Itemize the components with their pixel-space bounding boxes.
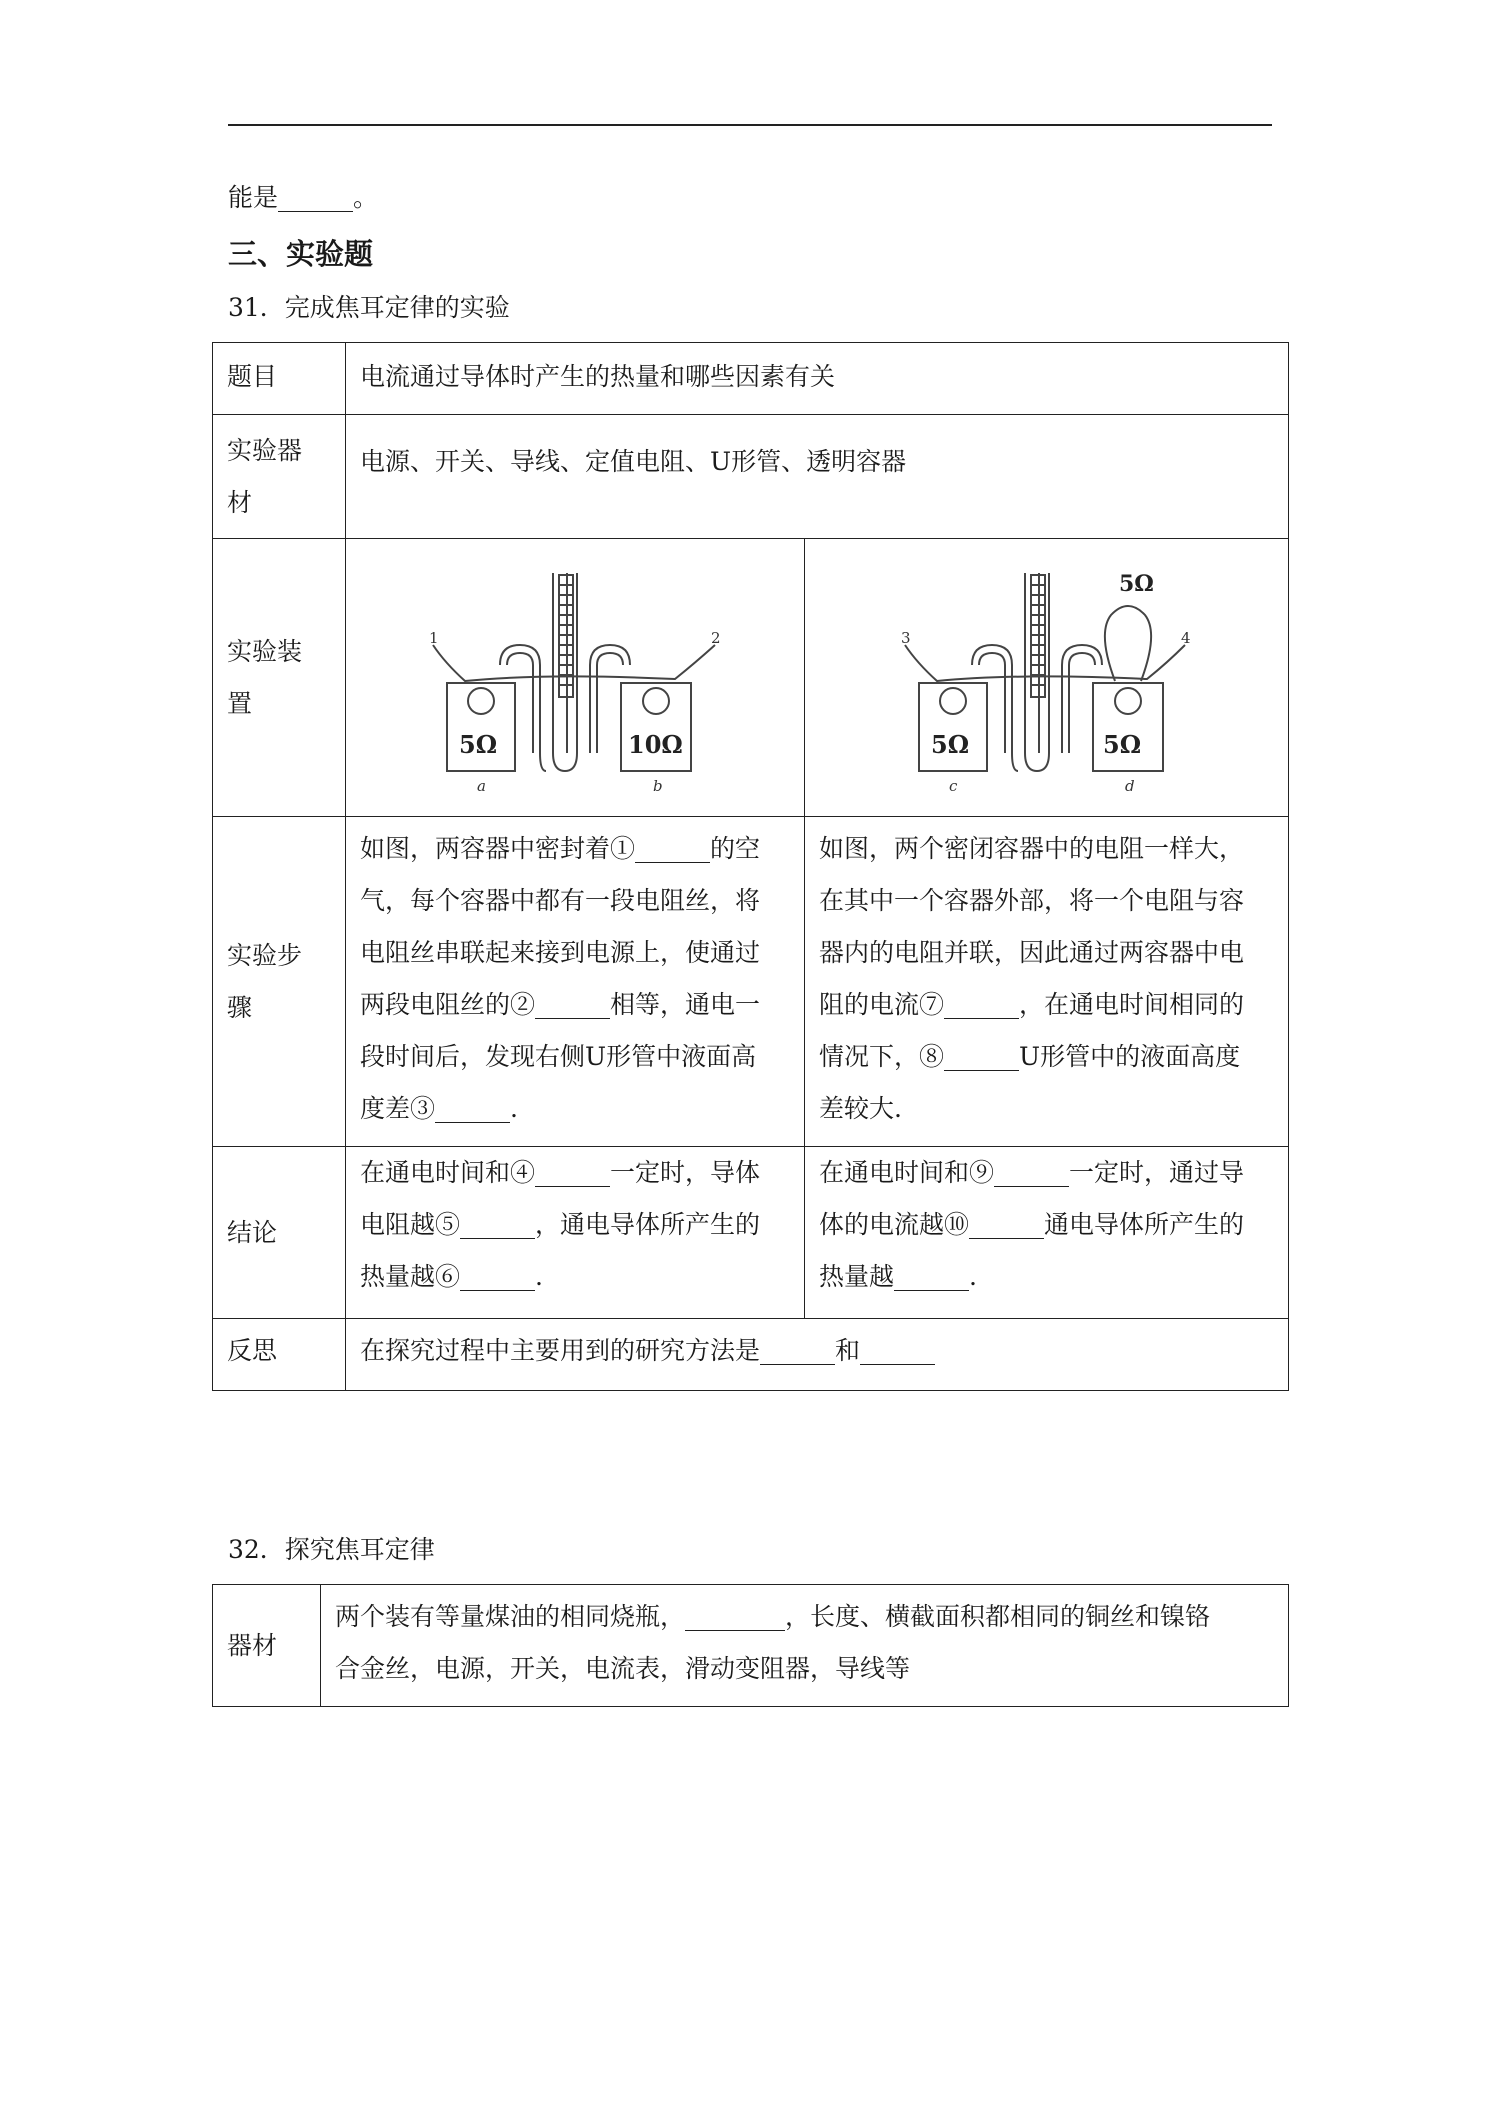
resistor-coil-b — [643, 688, 669, 714]
container-tag-d: d — [1124, 776, 1135, 795]
q31-row-equipment — [213, 415, 1289, 539]
apparatus-figure-right — [897, 553, 1197, 803]
section-heading: 三、实验题 — [228, 237, 374, 271]
q32-table — [212, 1584, 1289, 1707]
q31-row-reflection — [213, 1319, 1289, 1391]
steps-right-line: 差较大. — [819, 1094, 902, 1123]
steps-right-line: 如图，两个密闭容器中的电阻一样大， — [819, 834, 1245, 863]
resistor-label-d: 5Ω — [1102, 729, 1141, 759]
conclusion-label: 结论 — [213, 1147, 346, 1319]
q31-row-topic — [213, 343, 1289, 415]
steps-left-line: 气，每个容器中都有一段电阻丝，将 — [360, 886, 761, 915]
conclusion-left-line: 在通电时间和④______一定时，导体 — [360, 1158, 761, 1187]
external-resistor-label: 5Ω — [1118, 570, 1154, 597]
wire-label-2: 2 — [711, 628, 721, 647]
equipment-label-line2: 材 — [227, 487, 253, 517]
equipment-content: 电源、开关、导线、定值电阻、U形管、透明容器 — [346, 415, 1289, 539]
conclusion-right-line: 在通电时间和⑨______一定时，通过导 — [819, 1158, 1245, 1187]
q31-table — [212, 342, 1289, 1391]
q31-row-apparatus — [213, 539, 1289, 817]
resistor-label-c: 5Ω — [930, 729, 969, 759]
conclusion-left-line: 热量越⑥______. — [360, 1262, 543, 1291]
q32-equipment-cell — [321, 1585, 1289, 1707]
steps-label — [213, 817, 346, 1147]
conclusion-left-line: 电阻越⑤______，通电导体所产生的 — [360, 1210, 761, 1239]
wire-label-1: 1 — [429, 628, 439, 647]
steps-left-line: 段时间后，发现右侧U形管中液面高 — [360, 1042, 757, 1071]
equipment-label — [213, 415, 346, 539]
external-resistor-loop — [1104, 606, 1150, 681]
reflection-content: 在探究过程中主要用到的研究方法是______和______ — [346, 1319, 1289, 1391]
wire-label-4: 4 — [1180, 628, 1191, 647]
resistor-label-b: 10Ω — [628, 729, 683, 759]
steps-right-cell — [805, 817, 1289, 1147]
apparatus-label-line2: 置 — [227, 688, 253, 718]
steps-label-line2: 骤 — [227, 992, 253, 1022]
resistor-label-a: 5Ω — [459, 729, 498, 759]
q32-equipment-line: 合金丝，电源，开关，电流表，滑动变阻器，导线等 — [335, 1654, 911, 1683]
conclusion-left-cell — [346, 1147, 805, 1319]
steps-right-line: 在其中一个容器外部，将一个电阻与容 — [819, 886, 1245, 915]
steps-right-line: 器内的电阻并联，因此通过两容器中电 — [819, 938, 1245, 967]
q31-title: 31．完成焦耳定律的实验 — [228, 293, 510, 322]
wire-label-3: 3 — [900, 628, 911, 647]
topic-content: 电流通过导体时产生的热量和哪些因素有关 — [346, 343, 1289, 415]
resistor-coil-c — [940, 688, 966, 714]
container-tag-b: b — [653, 776, 663, 795]
q32-equipment-line: 两个装有等量煤油的相同烧瓶，________，长度、横截面积都相同的铜丝和镍铬 — [335, 1602, 1211, 1631]
container-tag-a: a — [477, 776, 486, 795]
q32-row-equipment — [213, 1585, 1289, 1707]
steps-right-line: 情况下，⑧______U形管中的液面高度 — [819, 1042, 1241, 1071]
steps-left-line: 如图，两容器中密封着①______的空 — [360, 834, 761, 863]
conclusion-right-cell — [805, 1147, 1289, 1319]
conclusion-right-line: 体的电流越⑩______通电导体所产生的 — [819, 1210, 1245, 1239]
q31-row-conclusion — [213, 1147, 1289, 1319]
steps-left-cell — [346, 817, 805, 1147]
apparatus-figure-left — [425, 553, 725, 803]
steps-left-line: 度差③______. — [360, 1094, 518, 1123]
steps-left-line: 电阻丝串联起来接到电源上，使通过 — [360, 938, 761, 967]
steps-label-line1: 实验步 — [227, 940, 303, 970]
resistor-coil-d — [1115, 688, 1141, 714]
apparatus-figure-right-cell — [805, 539, 1289, 817]
apparatus-label-line1: 实验装 — [227, 636, 303, 666]
steps-left-line: 两段电阻丝的②______相等，通电一 — [360, 990, 761, 1019]
resistor-coil-a — [468, 688, 494, 714]
equipment-label-line1: 实验器 — [227, 435, 303, 465]
apparatus-label — [213, 539, 346, 817]
q32-title: 32．探究焦耳定律 — [228, 1535, 435, 1564]
topic-label: 题目 — [213, 343, 346, 415]
steps-right-line: 阻的电流⑦______，在通电时间相同的 — [819, 990, 1245, 1019]
container-tag-c: c — [948, 776, 957, 795]
conclusion-right-line: 热量越______. — [819, 1262, 977, 1291]
reflection-label: 反思 — [213, 1319, 346, 1391]
q32-equipment-label: 器材 — [213, 1585, 321, 1707]
carry-over-text: 能是______。 — [228, 183, 379, 212]
header-rule — [228, 124, 1272, 126]
q31-row-steps — [213, 817, 1289, 1147]
apparatus-figure-left-cell — [346, 539, 805, 817]
